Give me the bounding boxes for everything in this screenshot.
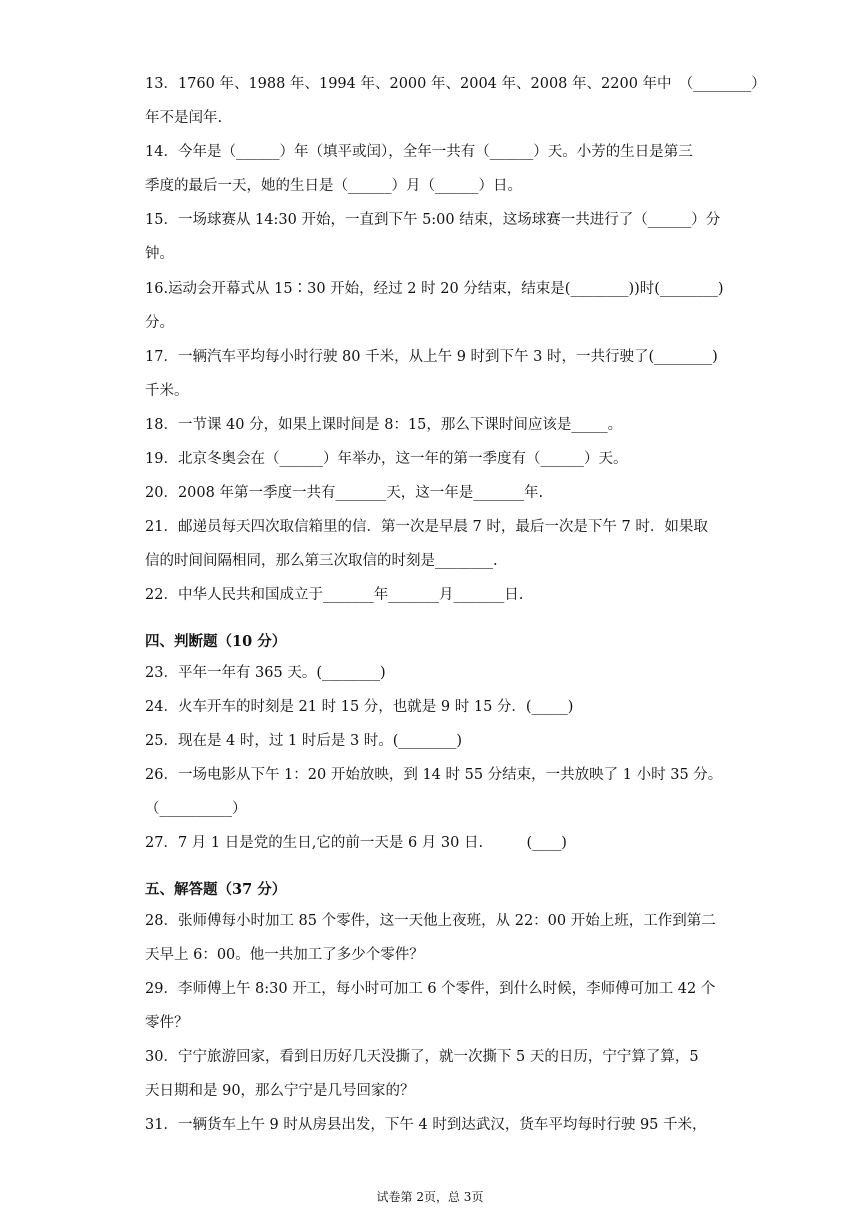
question-17-line-1: 17．一辆汽车平均每小时行驶 80 千米，从上午 9 时到下午 3 时，一共行驶了(________) [145, 349, 718, 365]
question-22: 22．中华人民共和国成立于_______年_______月_______日. [145, 587, 524, 603]
question-20: 20．2008 年第一季度一共有_______天，这一年是_______年. [145, 485, 544, 501]
question-30-line-2: 天日期和是 90，那么宁宁是几号回家的？ [145, 1083, 415, 1099]
question-27: 27．7 月 1 日是党的生日,它的前一天是 6 月 30 日. (____) [145, 835, 567, 851]
question-13-line-1: 13．1760 年、1988 年、1994 年、2000 年、2004 年、2008 年、2200 年中 （________） [145, 76, 766, 92]
question-19: 19．北京冬奥会在（______）年举办，这一年的第一季度有（______）天。 [145, 451, 628, 467]
question-16-line-2: 分。 [145, 315, 174, 331]
question-18: 18．一节课 40 分，如果上课时间是 8：15，那么下课时间应该是_____。 [145, 417, 623, 433]
question-15-line-2: 钟。 [145, 246, 174, 262]
question-31-line-1: 31．一辆货车上午 9 时从房县出发，下午 4 时到达武汉，货车平均每时行驶 95 千米， [145, 1117, 707, 1133]
question-21-line-2: 信的时间间隔相同，那么第三次取信的时刻是________. [145, 553, 498, 569]
question-26-line-2: （__________） [145, 801, 247, 817]
question-13-line-2: 年不是闰年. [145, 110, 223, 126]
question-28-line-2: 天早上 6：00。他一共加工了多少个零件？ [145, 947, 424, 963]
question-21-line-1: 21．邮递员每天四次取信箱里的信．第一次是早晨 7 时，最后一次是下午 7 时．如果取 [145, 519, 708, 535]
question-30-line-1: 30．宁宁旅游回家，看到日历好几天没撕了，就一次撕下 5 天的日历，宁宁算了算，5 [145, 1049, 699, 1065]
page-footer: 试卷第 2页，总 3页 [376, 1190, 484, 1204]
question-29-line-1: 29．李师傅上午 8:30 开工，每小时可加工 6 个零件，到什么时候，李师傅可加工 42 个 [145, 981, 716, 997]
question-17-line-2: 千米。 [145, 383, 189, 399]
question-29-line-2: 零件？ [145, 1015, 189, 1031]
question-15-line-1: 15．一场球赛从 14:30 开始，一直到下午 5:00 结束，这场球赛一共进行了（______）分 [145, 212, 721, 228]
question-14-line-1: 14．今年是（______）年（填平或闰），全年一共有（______）天。小芳的生日是第三 [145, 144, 693, 160]
question-24: 24．火车开车的时刻是 21 时 15 分，也就是 9 时 15 分．(_____) [145, 699, 574, 715]
question-14-line-2: 季度的最后一天，她的生日是（______）月（______）日。 [145, 178, 522, 194]
section-answer-heading: 五、解答题（37 分） [145, 881, 287, 898]
question-16-line-1: 16.运动会开幕式从 15∶30 开始，经过 2 时 20 分结束，结束是(________))时(________) [145, 281, 724, 297]
section-judge-heading: 四、判断题（10 分） [145, 633, 287, 650]
question-23: 23．平年一年有 365 天。(________) [145, 665, 386, 681]
question-25: 25．现在是 4 时，过 1 时后是 3 时。(________) [145, 733, 463, 749]
question-28-line-1: 28．张师傅每小时加工 85 个零件，这一天他上夜班，从 22：00 开始上班，工作到第二 [145, 913, 716, 929]
question-26-line-1: 26．一场电影从下午 1：20 开始放映，到 14 时 55 分结束，一共放映了 1 小时 35 分。 [145, 767, 723, 783]
